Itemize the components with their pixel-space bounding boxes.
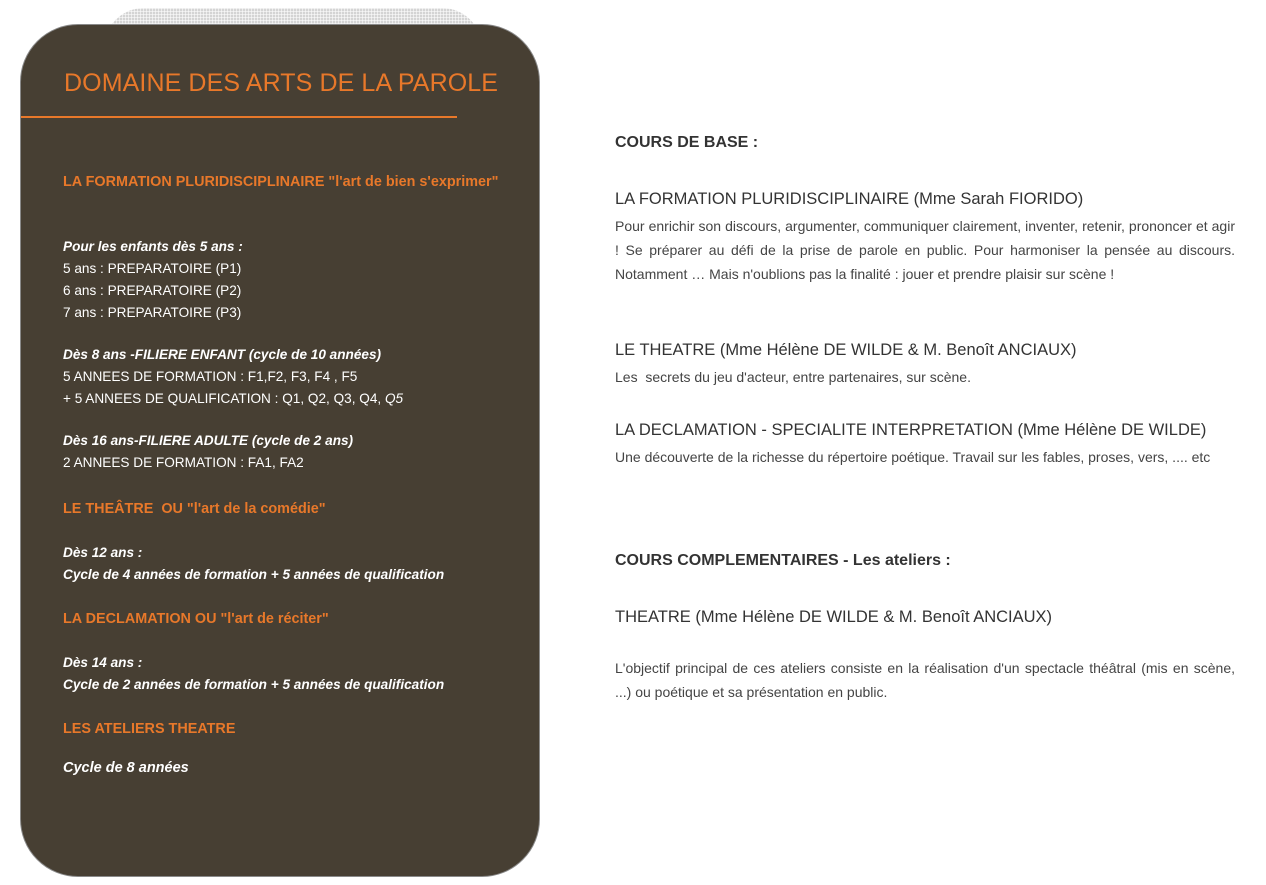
qualification-q5: Q5 xyxy=(384,391,404,406)
section-heading-ateliers: LES ATELIERS THEATRE xyxy=(63,721,236,737)
formation-description: Pour enrichir son discours, argumenter, communiquer clairement, inventer, retenir, prononcer et agir ! Se préparer au défi de la prise de parole en public. Pour harmoniser la pensée au discours. Notamment … Mais n'oublions pas la finalité : jouer et prendre plaisir sur scène ! xyxy=(615,218,1235,282)
children-block xyxy=(63,236,499,324)
theatre-title: LE THEATRE (Mme Hélène DE WILDE & M. Benoît ANCIAUX) xyxy=(615,341,1077,359)
left-panel xyxy=(20,24,540,877)
panel-title: DOMAINE DES ARTS DE LA PAROLE xyxy=(64,69,499,97)
declamation-description: Une découverte de la richesse du répertoire poétique. Travail sur les fables, proses, vers, .... etc xyxy=(615,449,1211,465)
complementary-courses-heading: COURS COMPLEMENTAIRES - Les ateliers : xyxy=(615,552,951,569)
section-heading-declamation: LA DECLAMATION OU "l'art de réciter" xyxy=(63,611,329,627)
formation-title: LA FORMATION PLURIDISCIPLINAIRE (Mme Sarah FIORIDO) xyxy=(615,190,1084,208)
declamation-cycle: Cycle de 2 années de formation + 5 années de qualification xyxy=(63,677,445,692)
section-heading-formation: LA FORMATION PLURIDISCIPLINAIRE "l'art de bien s'exprimer" xyxy=(63,174,499,190)
theatre-description: Les secrets du jeu d'acteur, entre partenaires, sur scène. xyxy=(615,369,971,385)
adulte-block xyxy=(63,430,499,474)
enfant-block xyxy=(63,344,499,410)
atelier-title: THEATRE (Mme Hélène DE WILDE & M. Benoît ANCIAUX) xyxy=(615,608,1053,626)
atelier-description: L'objectif principal de ces ateliers consiste en la réalisation d'un spectacle théâtral (mis en scène, ...) ou poétique et sa présentation en public. xyxy=(615,660,1235,700)
children-label: Pour les enfants dès 5 ans : xyxy=(63,239,243,254)
enfant-line-formation: 5 ANNEES DE FORMATION : F1,F2, F3, F4 , F5 xyxy=(63,369,358,384)
declamation-age: Dès 14 ans : xyxy=(63,655,143,670)
declamation-block xyxy=(63,652,499,696)
theatre-block xyxy=(63,542,499,586)
title-divider xyxy=(21,116,457,118)
base-courses-heading: COURS DE BASE : xyxy=(615,134,759,151)
children-line-p3: 7 ans : PREPARATOIRE (P3) xyxy=(63,305,242,320)
children-line-p1: 5 ans : PREPARATOIRE (P1) xyxy=(63,261,242,276)
theatre-age: Dès 12 ans : xyxy=(63,545,143,560)
enfant-line-qualification xyxy=(63,388,499,410)
declamation-title: LA DECLAMATION - SPECIALITE INTERPRETATION (Mme Hélène DE WILDE) xyxy=(615,421,1207,439)
qualification-text: + 5 ANNEES DE QUALIFICATION : Q1, Q2, Q3, Q4, xyxy=(63,391,382,406)
enfant-label: Dès 8 ans -FILIERE ENFANT (cycle de 10 années) xyxy=(63,347,382,362)
ateliers-cycle: Cycle de 8 années xyxy=(63,760,189,776)
adulte-label: Dès 16 ans-FILIERE ADULTE (cycle de 2 ans) xyxy=(63,433,354,448)
children-line-p2: 6 ans : PREPARATOIRE (P2) xyxy=(63,283,242,298)
theatre-cycle: Cycle de 4 années de formation + 5 années de qualification xyxy=(63,567,445,582)
adulte-line: 2 ANNEES DE FORMATION : FA1, FA2 xyxy=(63,455,304,470)
section-heading-theatre: LE THEÂTRE OU "l'art de la comédie" xyxy=(63,501,326,517)
